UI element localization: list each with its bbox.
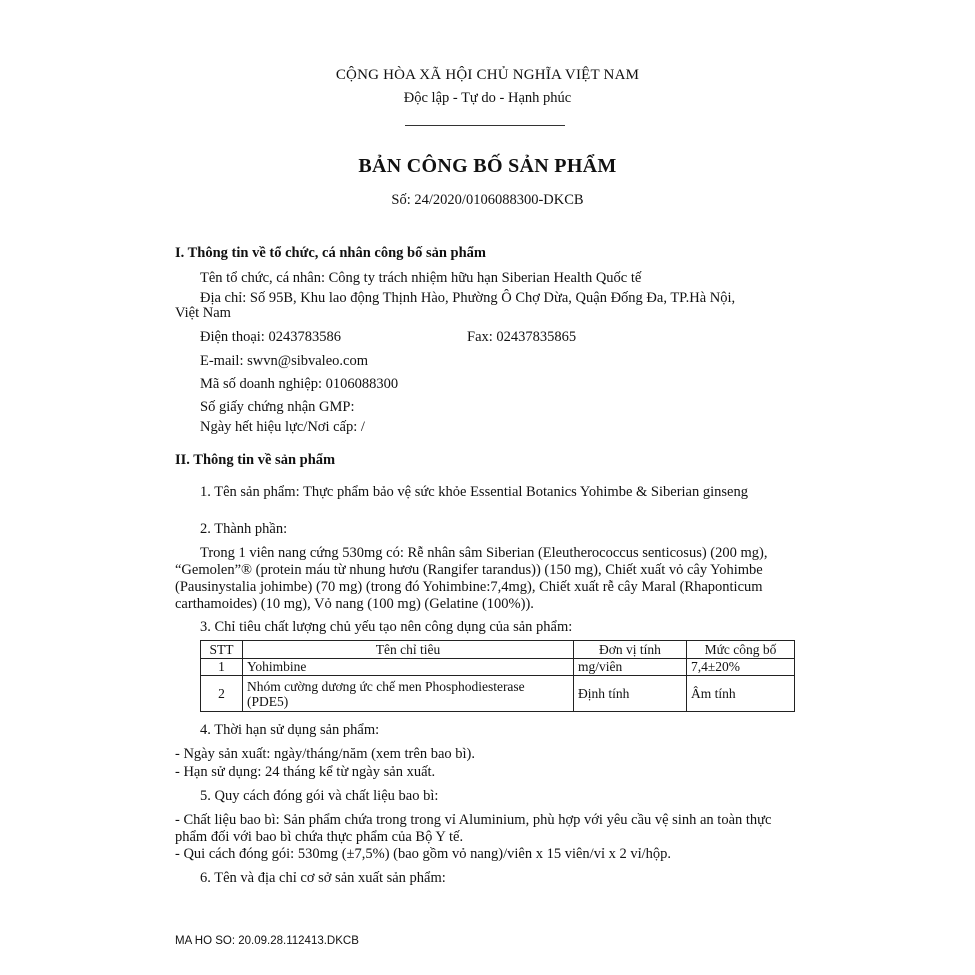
product-name: 1. Tên sản phẩm: Thực phẩm bảo vệ sức khỏe Essential Botanics Yohimbe & Siberian ginseng: [200, 484, 748, 500]
section2-heading: II. Thông tin về sản phẩm: [175, 452, 336, 468]
expiry-period: - Hạn sử dụng: 24 tháng kể từ ngày sản xuất.: [175, 764, 436, 780]
header-unit: Đơn vị tính: [574, 641, 687, 659]
section1-heading: I. Thông tin về tổ chức, cá nhân công bố sản phẩm: [175, 245, 486, 261]
email: E-mail: swvn@sibvaleo.com: [200, 353, 368, 369]
header-divider: [405, 125, 565, 126]
address-line2: Việt Nam: [175, 305, 231, 321]
gmp-certificate: Số giấy chứng nhận GMP:: [200, 399, 355, 415]
table-row: [201, 676, 795, 712]
quality-table: [200, 640, 795, 712]
record-code: MA HO SO: 20.09.28.112413.DKCB: [175, 935, 359, 947]
manufacturer-title: 6. Tên và địa chỉ cơ sở sản xuất sản phẩm:: [200, 870, 446, 886]
manufacture-date: - Ngày sản xuất: ngày/tháng/năm (xem trên bao bì).: [175, 746, 475, 762]
quality-title: 3. Chỉ tiêu chất lượng chủ yếu tạo nên công dụng của sản phẩm:: [200, 619, 573, 635]
fax: Fax: 02437835865: [467, 329, 577, 345]
table-row: [201, 659, 795, 676]
motto-header: Độc lập - Tự do - Hạnh phúc: [403, 90, 572, 106]
document-title: BẢN CÔNG BỐ SẢN PHẨM: [358, 155, 617, 177]
packaging-title: 5. Quy cách đóng gói và chất liệu bao bì:: [200, 788, 439, 804]
cell-level: Âm tính: [687, 676, 795, 712]
shelf-life-title: 4. Thời hạn sử dụng sản phẩm:: [200, 722, 380, 738]
cell-unit: Định tính: [574, 676, 687, 712]
cell-stt: 1: [201, 659, 243, 676]
cell-unit: mg/viên: [574, 659, 687, 676]
cell-level: 7,4±20%: [687, 659, 795, 676]
cell-indicator: Yohimbine: [243, 659, 574, 676]
composition-title: 2. Thành phần:: [200, 521, 288, 537]
tax-code: Mã số doanh nghiệp: 0106088300: [200, 376, 399, 392]
address-line1: Địa chỉ: Số 95B, Khu lao động Thịnh Hào, Phường Ô Chợ Dừa, Quận Đống Đa, TP.Hà Nội,: [200, 290, 736, 306]
document-number: Số: 24/2020/0106088300-DKCB: [391, 192, 584, 208]
composition-body: Trong 1 viên nang cứng 530mg có: Rễ nhân sâm Siberian (Eleutherococcus senticosus) (200 mg), “Gemolen”® (protein máu từ nhung hươu (Rangifer tarandus)) (150 mg), Chiết xuất vỏ cây Yohimbe (Pausinystalia johimbe) (70 mg) (trong đó Yohimbine:7,4mg), Chiết xuất rễ cây Maral (Rhaponticum carthamoides) (10 mg), Vỏ nang (100 mg) (Gelatine (100%)).: [175, 545, 768, 612]
packaging-material: - Chất liệu bao bì: Sản phẩm chứa trong trong vỉ Aluminium, phù hợp với yêu cầu vệ sinh an toàn thực phẩm đối với bao bì chứa thực phẩm của Bộ Y tế.: [175, 812, 772, 845]
header-indicator: Tên chỉ tiêu: [243, 641, 574, 659]
header-level: Mức công bố: [687, 641, 795, 659]
phone: Điện thoại: 0243783586: [200, 329, 341, 345]
org-name: Tên tổ chức, cá nhân: Công ty trách nhiệm hữu hạn Siberian Health Quốc tế: [200, 270, 642, 286]
packing-spec: - Qui cách đóng gói: 530mg (±7,5%) (bao gồm vỏ nang)/viên x 15 viên/vỉ x 2 vỉ/hộp.: [175, 846, 672, 862]
table-header-row: [201, 641, 795, 659]
cell-stt: 2: [201, 676, 243, 712]
country-header: CỘNG HÒA XÃ HỘI CHỦ NGHĨA VIỆT NAM: [335, 67, 640, 83]
cell-indicator: Nhóm cường dương ức chế men Phosphodiesterase (PDE5): [243, 676, 574, 712]
expiry-issuer: Ngày hết hiệu lực/Nơi cấp: /: [200, 419, 365, 435]
header-stt: STT: [201, 641, 243, 659]
